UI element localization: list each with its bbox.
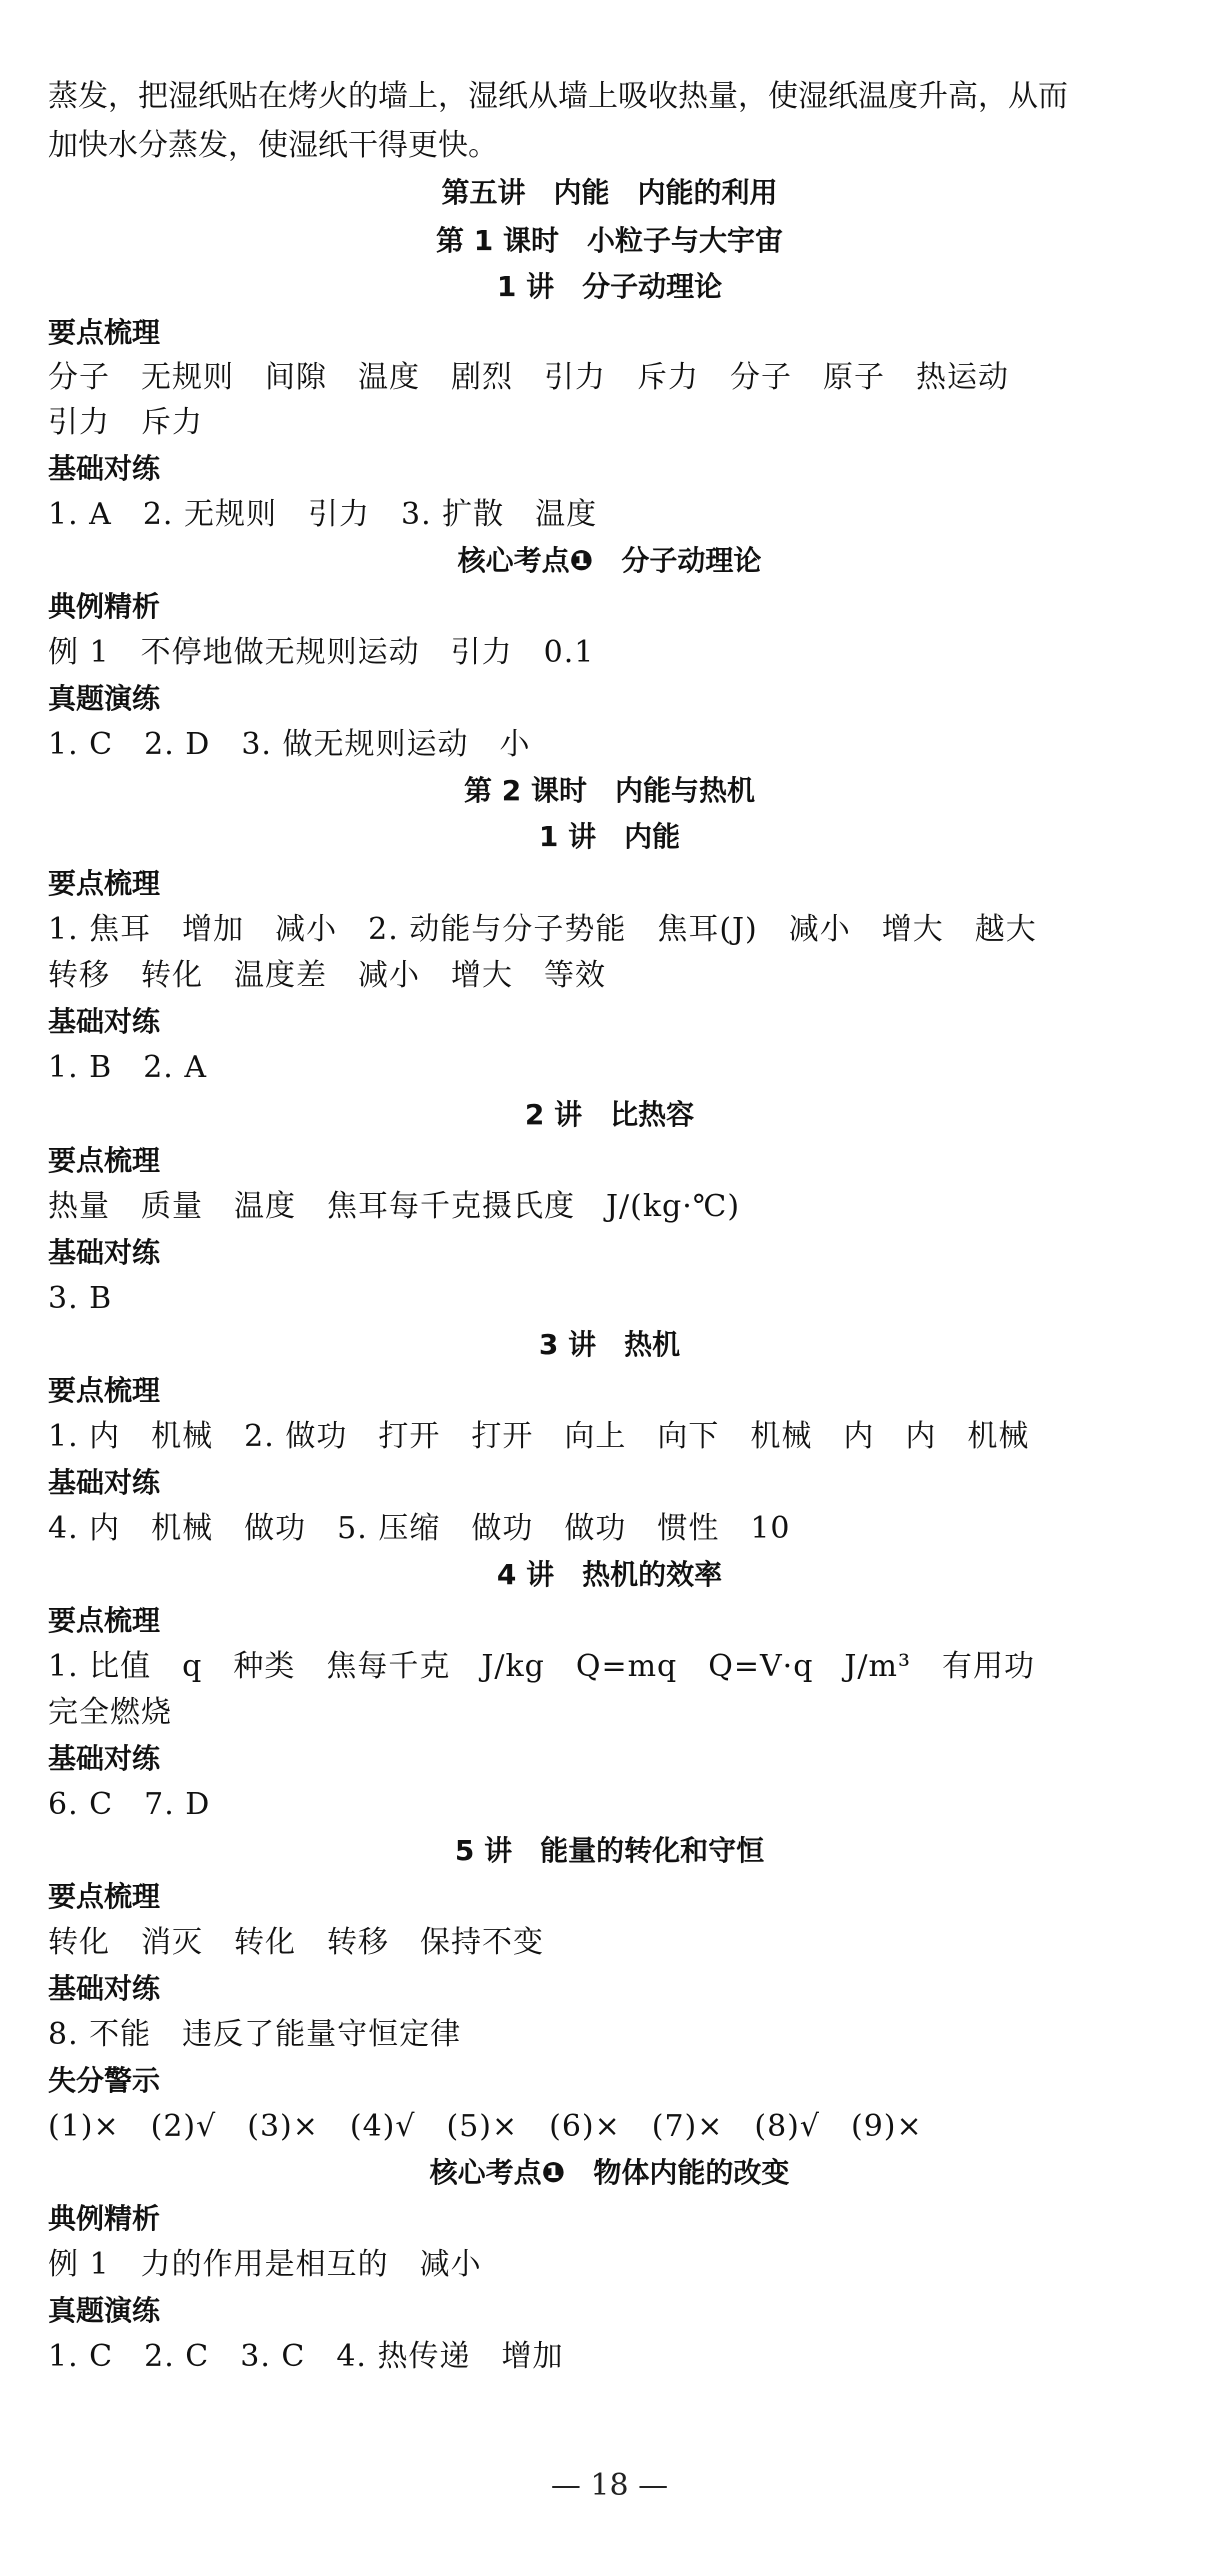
section-heading: 要点梳理 xyxy=(48,1880,161,1913)
answer-line: 转化 消灭 转化 转移 保持不变 xyxy=(48,1925,544,1960)
answer-line: 引力 斥力 xyxy=(48,405,203,440)
lesson1-section1-title: 1 讲 分子动理论 xyxy=(496,270,723,303)
lesson2-section1-title: 1 讲 内能 xyxy=(538,820,681,853)
section-heading: 基础对练 xyxy=(48,1236,161,1269)
answer-line: 分子 无规则 间隙 温度 剧烈 引力 斥力 分子 原子 热运动 xyxy=(48,360,1009,395)
answer-line: 1. C 2. D 3. 做无规则运动 小 xyxy=(48,727,531,762)
lesson2-section4-title: 4 讲 热机的效率 xyxy=(496,1558,723,1591)
section-heading: 典例精析 xyxy=(48,2202,161,2235)
section-heading: 要点梳理 xyxy=(48,316,161,349)
answer-line: 3. B xyxy=(48,1281,113,1316)
chapter-title: 第五讲 内能 内能的利用 xyxy=(441,176,778,209)
intro-line-2: 加快水分蒸发，使湿纸干得更快。 xyxy=(48,128,498,163)
answer-line: 4. 内 机械 做功 5. 压缩 做功 做功 惯性 10 xyxy=(48,1511,791,1546)
core-point-title: 核心考点❶ 分子动理论 xyxy=(457,544,762,577)
section-heading: 典例精析 xyxy=(48,590,161,623)
page-number: — 18 — xyxy=(550,2468,669,2503)
lesson2-title: 第 2 课时 内能与热机 xyxy=(464,774,755,807)
answer-line: 例 1 力的作用是相互的 减小 xyxy=(48,2247,482,2282)
answer-line: 例 1 不停地做无规则运动 引力 0.1 xyxy=(48,635,595,670)
core-point-title: 核心考点❶ 物体内能的改变 xyxy=(429,2156,790,2189)
section-heading: 真题演练 xyxy=(48,2294,161,2327)
answer-line: 6. C 7. D xyxy=(48,1787,211,1822)
answer-line: 1. 内 机械 2. 做功 打开 打开 向上 向下 机械 内 内 机械 xyxy=(48,1419,1030,1454)
answer-line: 1. 焦耳 增加 减小 2. 动能与分子势能 焦耳(J) 减小 增大 越大 xyxy=(48,912,1037,947)
answer-line: 热量 质量 温度 焦耳每千克摄氏度 J/(kg·℃) xyxy=(48,1189,741,1224)
answer-line: 1. C 2. C 3. C 4. 热传递 增加 xyxy=(48,2339,564,2374)
section-heading: 基础对练 xyxy=(48,1005,161,1038)
lesson2-section2-title: 2 讲 比热容 xyxy=(524,1098,695,1131)
answer-line: 8. 不能 违反了能量守恒定律 xyxy=(48,2017,462,2052)
answer-line: 完全燃烧 xyxy=(48,1695,172,1730)
section-heading: 要点梳理 xyxy=(48,1374,161,1407)
answer-line: (1)× (2)√ (3)× (4)√ (5)× (6)× (7)× (8)√ (9)× xyxy=(48,2109,923,2144)
section-heading: 要点梳理 xyxy=(48,1144,161,1177)
section-heading: 基础对练 xyxy=(48,1972,161,2005)
lesson1-title: 第 1 课时 小粒子与大宇宙 xyxy=(436,224,783,257)
lesson2-section3-title: 3 讲 热机 xyxy=(538,1328,681,1361)
section-heading: 要点梳理 xyxy=(48,867,161,900)
answer-line: 1. 比值 q 种类 焦每千克 J/kg Q=mq Q=V·q J/m³ 有用功 xyxy=(48,1649,1036,1684)
section-heading: 基础对练 xyxy=(48,452,161,485)
section-heading: 基础对练 xyxy=(48,1466,161,1499)
section-heading: 真题演练 xyxy=(48,682,161,715)
lesson2-section5-title: 5 讲 能量的转化和守恒 xyxy=(454,1834,765,1867)
answer-line: 1. B 2. A xyxy=(48,1050,208,1085)
intro-line-1: 蒸发，把湿纸贴在烤火的墙上，湿纸从墙上吸收热量，使湿纸温度升高，从而 xyxy=(48,79,1068,114)
section-heading: 失分警示 xyxy=(48,2064,161,2097)
answer-line: 1. A 2. 无规则 引力 3. 扩散 温度 xyxy=(48,497,598,532)
section-heading: 基础对练 xyxy=(48,1742,161,1775)
answer-line: 转移 转化 温度差 减小 增大 等效 xyxy=(48,958,606,993)
section-heading: 要点梳理 xyxy=(48,1604,161,1637)
